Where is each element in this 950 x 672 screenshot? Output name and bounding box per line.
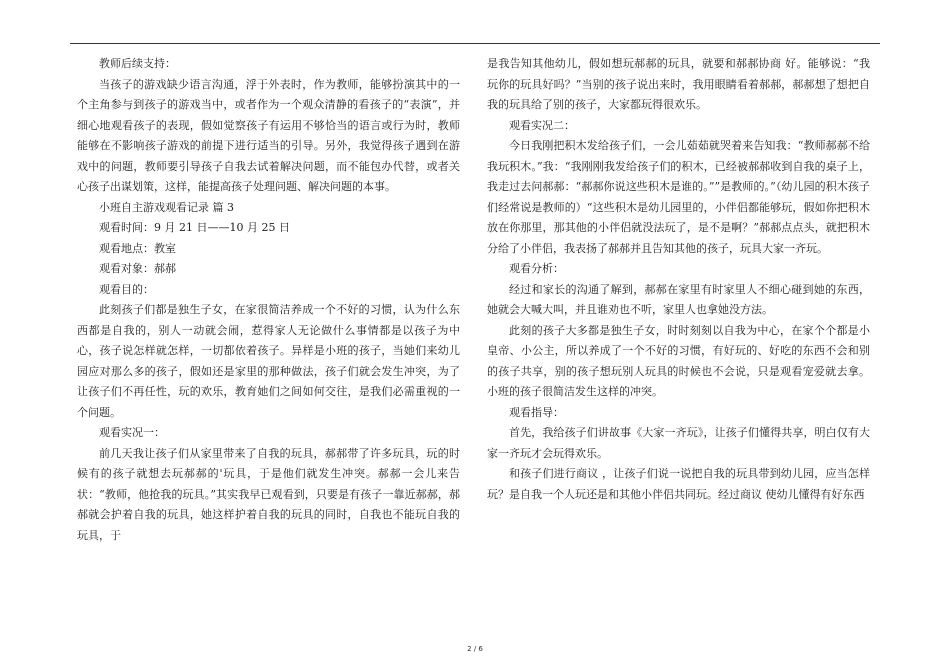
right-paragraph: 和孩子们进行商议 ，让孩子们说一说把自我的玩具带到幼儿园，应当怎样玩？是自我一个人玩还是和其他小伴侣共同玩。经过商议 使幼儿懂得有好东西 (487, 467, 870, 501)
left-paragraph: 观看时间：9 月 21 日——10 月 25 日 (99, 221, 290, 234)
left-paragraph: 观看地点：教室 (99, 241, 176, 255)
left-paragraph: 观看对象：郝郝 (99, 262, 176, 275)
left-paragraph: 教师后续支持： (99, 57, 176, 70)
left-paragraph: 此刻孩子们都是独生子女，在家很简洁养成一个不好的习惯，认为什么东西都是自我的，别人一动就会闹，惹得家人无论做什么事情都是以孩子为中心，孩子说怎样就怎样，一切都依着孩子。异样是小班的孩子，当她们来幼儿园应对那么多的孩子，假如还是家里的那种做法，孩子们就会发生冲突，为了让孩子们不再任性，玩的欢乐，教育她们之间如何交往，是我们必需重视的一个问题。 (77, 303, 460, 419)
right-paragraph: 观看实况二： (509, 118, 575, 132)
left-paragraph: 当孩子的游戏缺少语言沟通，浮于外表时，作为教师，能够扮演其中的一个主角参与到孩子的游戏当中，或者作为一个观众清静的看孩子的“表演”，并细心地观看孩子的表现，假如觉察孩子有运用不够恰当的语言或行为时，教师能够在不影响孩子游戏的前提下进行适当的引导。另外，我觉得孩子遇到在游戏中的问题，教师要引导孩子自我去试着解决问题，而不能包办代替，或者关心孩子出谋划策，这样，能提高孩子处理问题、解决问题的本事。 (77, 77, 460, 193)
right-column (487, 54, 870, 505)
right-paragraph: 观看分析： (509, 262, 564, 275)
left-paragraph: 观看目的： (99, 282, 154, 296)
left-paragraph: 观看实况一： (99, 426, 165, 439)
left-paragraph: 前几天我让孩子们从家里带来了自我的玩具，郝郝带了许多玩具，玩的时候有的孩子就想去玩郝郝的'玩具，于是他们就发生冲突。郝郝一会儿来告状：“教师，他抢我的玩具。”其实我早已观看到，只要是有孩子一靠近郝郝，郝郝就会护着自我的玩具，她这样护着自我的玩具的同时，自我也不能玩自我的玩具，于 (77, 446, 460, 542)
right-paragraph: 今日我刚把积木发给孩子们，一会儿茹茹就哭着来告知我：“教师郝郝不给我玩积木。”我：“我刚刚我发给孩子们的积木，已经被郝郝收到自我的桌子上，我走过去问郝郝：“郝郝你说这些积木是谁的。””是教师的。”（幼儿园的积木孩子们经常说是教师的）“这些积木是幼儿园里的，小伴侣都能够玩，假如你把积木放在你那里，那其他的小伴侣就没法玩了，是不是啊？”郝郝点点头，就把积木分给了小伴侣，我表扬了郝郝并且告知其他的孩子，玩具大家一齐玩。 (487, 139, 870, 255)
right-paragraph: 首先，我给孩子们讲故事《大家一齐玩》，让孩子们懂得共享，明白仅有大家一齐玩才会玩得欢乐。 (487, 426, 870, 460)
page-number: 2 / 6 (467, 645, 483, 653)
section-title: 小班自主游戏观看记录 篇 3 (99, 200, 234, 214)
left-column (77, 54, 460, 546)
right-paragraph: 此刻的孩子大多都是独生子女，时时刻刻以自我为中心，在家个个都是小皇帝、小公主，所以养成了一个不好的习惯，有好玩的、好吃的东西不会和别的孩子共享，别的孩子想玩别人玩具的时候也不会说，只是观看宠爱就去拿。小班的孩子很简洁发生这样的冲突。 (487, 323, 870, 398)
right-paragraph: 观看指导： (509, 405, 564, 419)
right-paragraph: 是我告知其他幼儿，假如想玩郝郝的玩具，就要和郝郝协商 好。能够说：“我玩你的玩具好吗？”当别的孩子说出来时，我用眼睛看着郝郝，郝郝想了想把自我的玩具给了别的孩子，大家都玩得很欢乐。 (487, 57, 870, 111)
header-rule (70, 43, 880, 44)
right-paragraph: 经过和家长的沟通了解到，郝郝在家里有时家里人不细心碰到她的东西，她就会大喊大叫，并且谁劝也不听，家里人也拿她没方法。 (487, 282, 870, 316)
